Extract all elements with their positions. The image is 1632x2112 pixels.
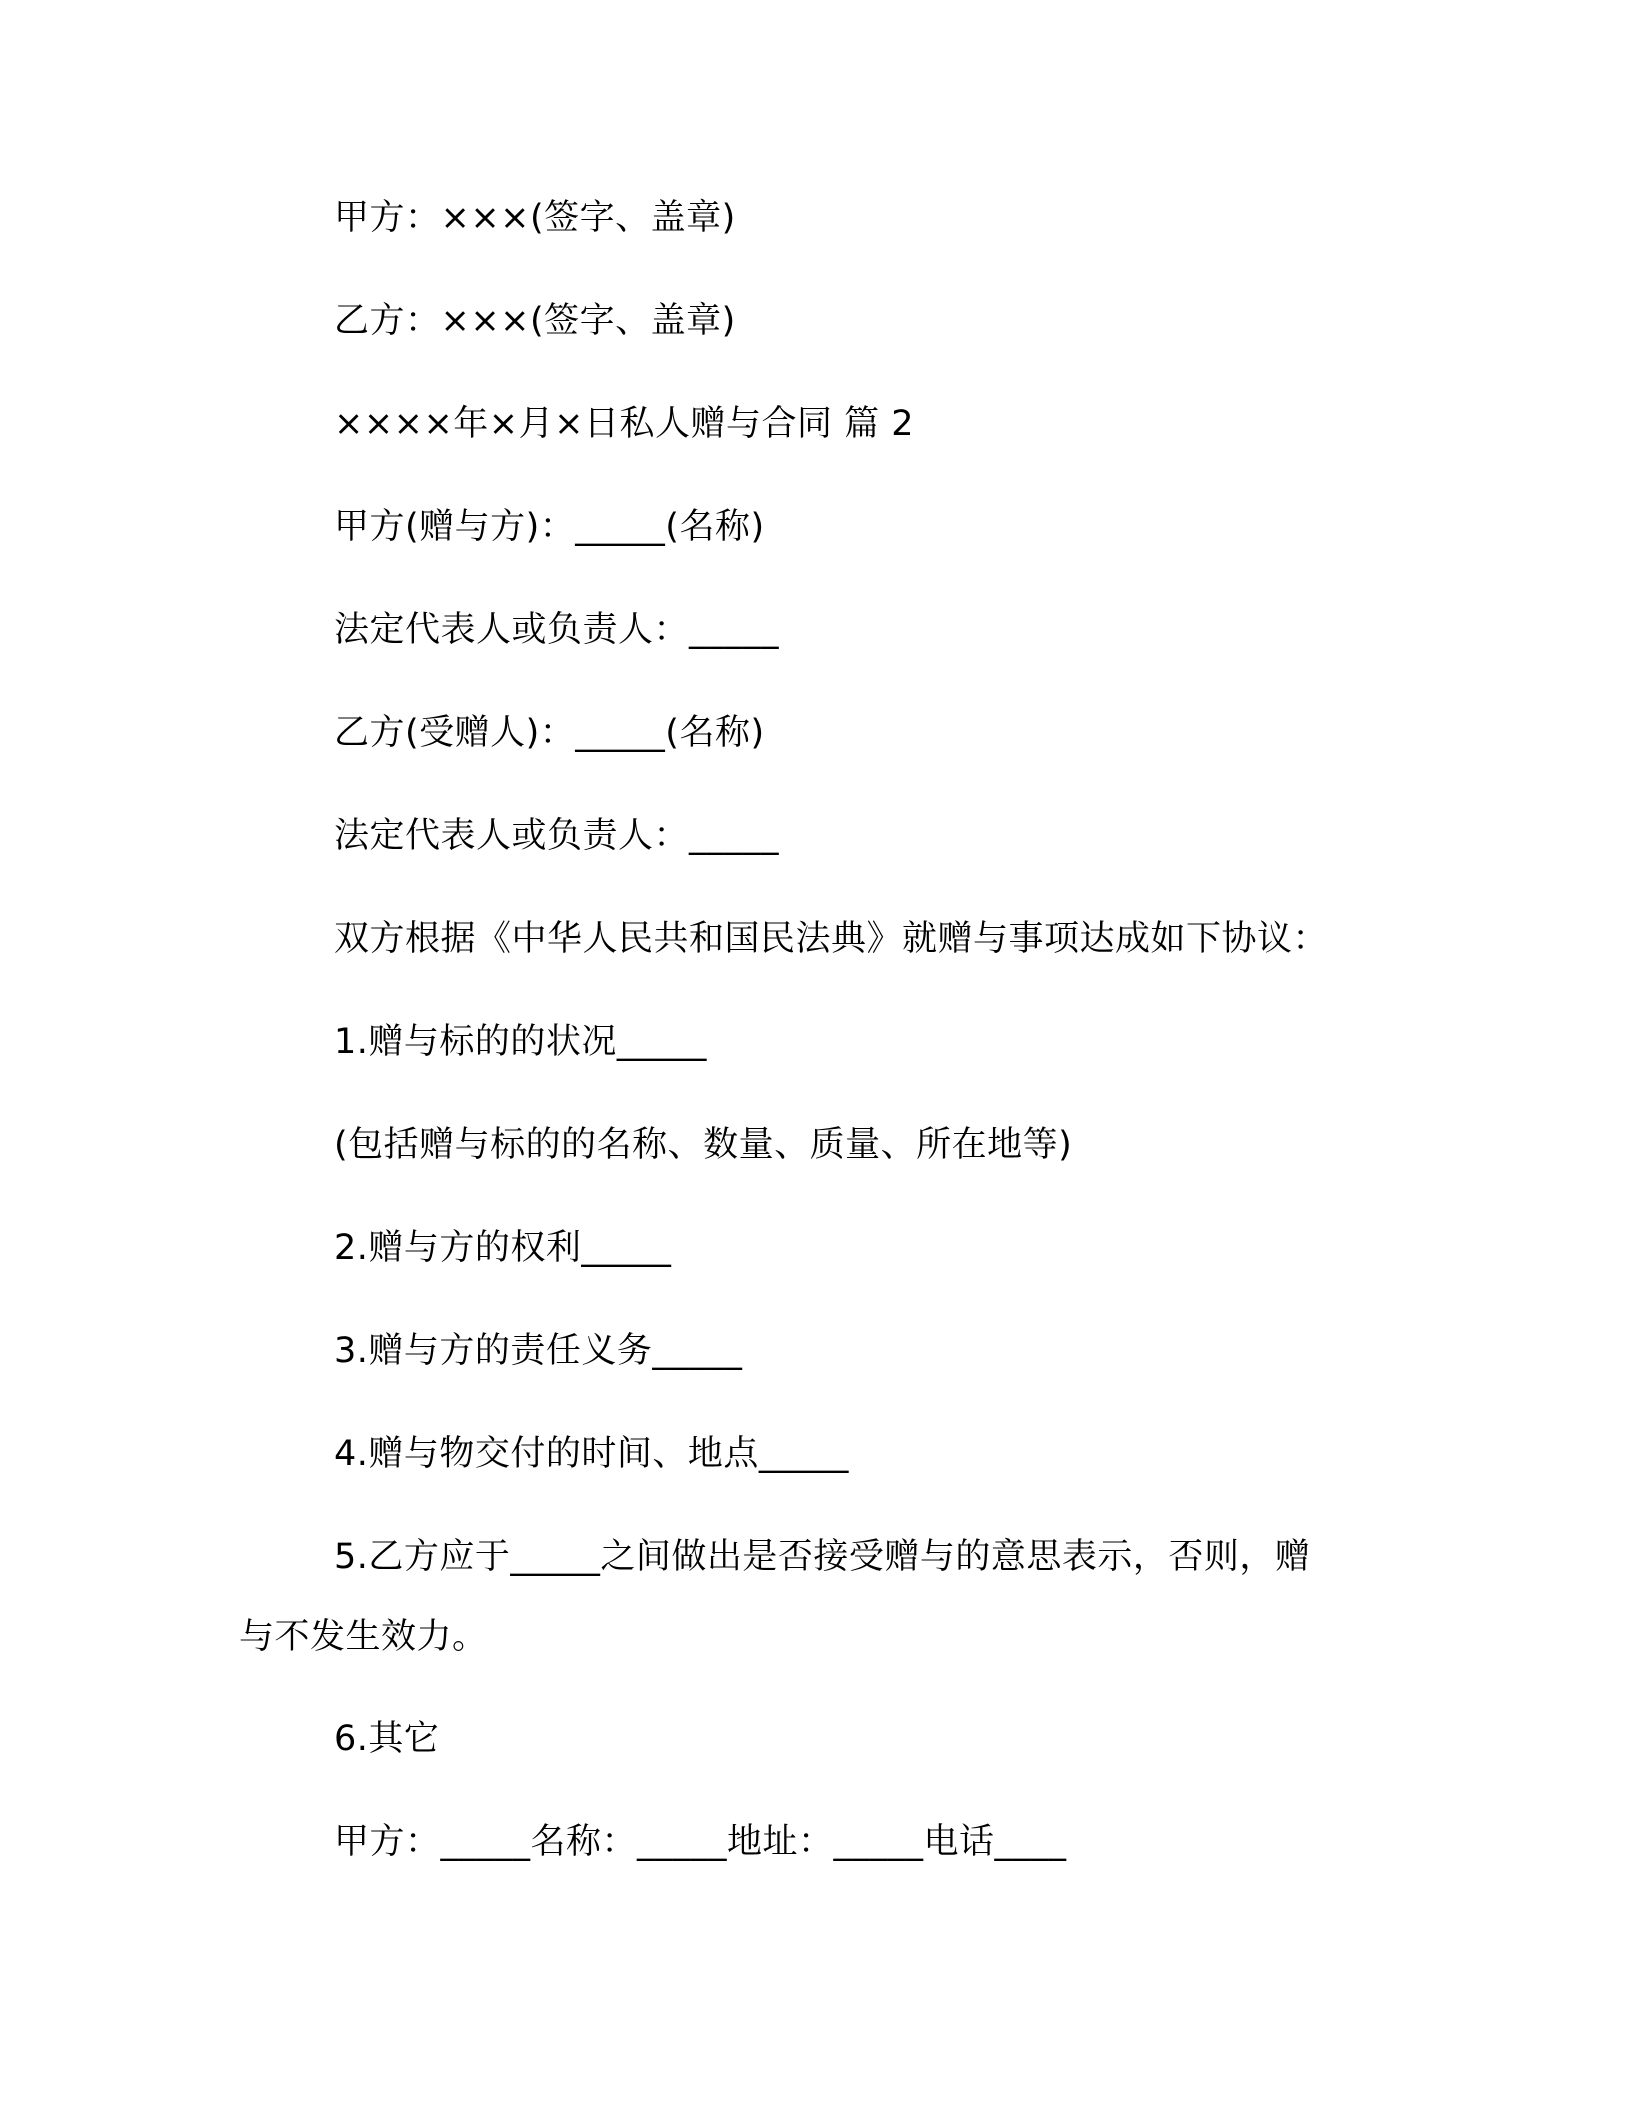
date-and-contract-title: ××××年×月×日私人赠与合同 篇 2 [334, 404, 914, 444]
donee-name-line: 乙方(受赠人)：_____(名称) [334, 713, 765, 753]
clause-4-delivery-time-place: 4.赠与物交付的时间、地点_____ [334, 1434, 849, 1474]
party-b-signature-line: 乙方：×××(签字、盖章) [334, 301, 736, 341]
donor-legal-representative-line: 法定代表人或负责人：_____ [334, 610, 780, 650]
clause-6-other: 6.其它 [334, 1719, 440, 1759]
donor-name-line: 甲方(赠与方)：_____(名称) [334, 507, 765, 547]
clause-5-line-1: 5.乙方应于_____之间做出是否接受赠与的意思表示，否则，赠 [334, 1537, 1311, 1577]
clause-2-donor-rights: 2.赠与方的权利_____ [334, 1228, 672, 1268]
agreement-preamble: 双方根据《中华人民共和国民法典》就赠与事项达成如下协议： [334, 919, 1329, 959]
party-a-signature-line: 甲方：×××(签字、盖章) [334, 198, 736, 238]
clause-3-donor-duties: 3.赠与方的责任义务_____ [334, 1331, 743, 1371]
clause-5-line-2: 与不发生效力。 [239, 1617, 488, 1657]
clause-5-acceptance [239, 1533, 1374, 1661]
clause-1-gift-status: 1.赠与标的的状况_____ [334, 1022, 707, 1062]
clause-1-note: (包括赠与标的的名称、数量、质量、所在地等) [334, 1125, 1073, 1165]
party-a-contact-info: 甲方：_____名称：_____地址：_____电话____ [334, 1822, 1067, 1862]
donee-legal-representative-line: 法定代表人或负责人：_____ [334, 816, 780, 856]
